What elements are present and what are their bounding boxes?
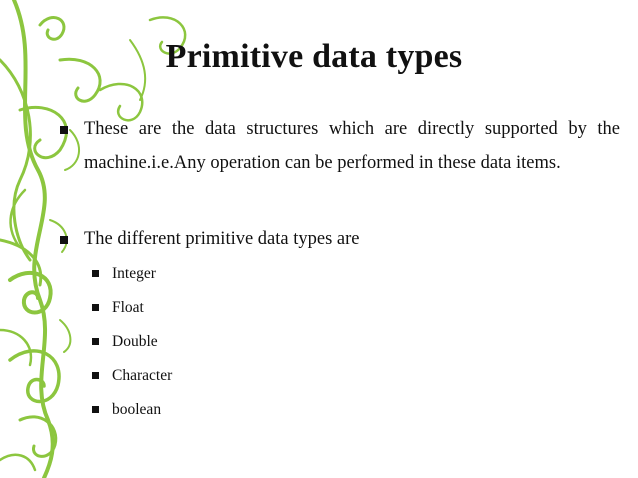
bullet-text: These are the data structures which are directly supported by the machine.i.e.Any operation can be performed in these data items.: [84, 119, 620, 173]
sub-bullet-item: [92, 332, 392, 352]
sub-bullet-text: Float: [112, 299, 144, 316]
square-bullet-icon: [92, 372, 99, 379]
sub-bullet-item: [92, 400, 392, 420]
square-bullet-icon: [92, 338, 99, 345]
square-bullet-icon: [92, 270, 99, 277]
bullet-item: [60, 112, 620, 180]
sub-bullet-item: [92, 366, 392, 386]
sub-bullet-text: Character: [112, 367, 173, 384]
sub-bullet-item: [92, 298, 392, 318]
bullet-text: The different primitive data types are: [84, 229, 360, 249]
bullet-item: [60, 222, 620, 256]
slide-title: Primitive data types: [165, 38, 463, 75]
square-bullet-icon: [92, 406, 99, 413]
square-bullet-icon: [60, 126, 68, 134]
sub-bullet-text: Double: [112, 333, 158, 350]
square-bullet-icon: [60, 236, 68, 244]
sub-bullet-text: boolean: [112, 401, 162, 418]
sub-bullet-item: [92, 264, 392, 284]
sub-bullet-text: Integer: [112, 265, 156, 282]
square-bullet-icon: [92, 304, 99, 311]
